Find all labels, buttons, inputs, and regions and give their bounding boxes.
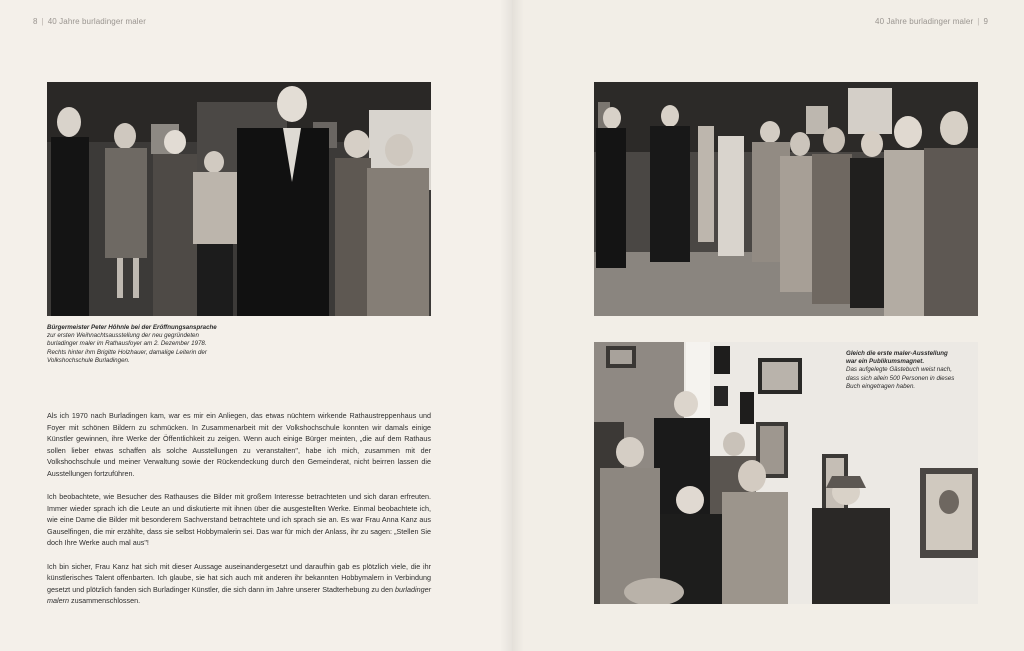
right-page — [512, 0, 1024, 651]
paragraph-italic: burladinger malern — [47, 584, 431, 605]
book-gutter — [500, 0, 524, 651]
page-number-right: 9 — [983, 17, 988, 26]
running-header-right: 40 Jahre burladinger maler | 9 — [875, 17, 988, 26]
running-title-right: 40 Jahre burladinger maler — [875, 17, 974, 26]
paragraph — [47, 561, 431, 607]
running-header-left: 8 | 40 Jahre burladinger maler — [33, 17, 146, 26]
caption-line: Buch eingetragen haben. — [846, 382, 916, 390]
caption-line: Das aufgelegte Gästebuch weist nach, — [846, 366, 952, 374]
photo-opening-speech-caption — [47, 324, 277, 365]
caption-title-line: Gleich die erste maler-Ausstellung — [846, 350, 948, 357]
caption-line: dass sich allein 500 Personen in dieses — [846, 374, 955, 382]
caption-title: Bürgermeister Peter Höhnle bei der Eröffnungsansprache — [47, 324, 217, 331]
photo-exhibition-crowd — [594, 82, 978, 316]
caption-line: zur ersten Weihnachtsausstellung der neu gegründeten — [47, 332, 199, 340]
caption-line: burladinger maler im Rathausfoyer am 2. Dezember 1978. — [47, 340, 207, 348]
caption-line: Rechts hinter ihm Brigitte Holzhauer, damalige Leiterin der — [47, 348, 207, 356]
caption-title-line: war ein Publikumsmagnet. — [846, 358, 925, 366]
paragraph: Als ich 1970 nach Burladingen kam, war es mir ein Anliegen, das etwas nüchtern wirkende Rathaustreppenhaus und Foyer mit schönen Bildern zu schmücken. In Zusammenarbeit mit der Volkshochschule konnten wir damals einige Künstler gewinnen, ihre Werke der Öffentlichkeit zu zeigen. Wenn auch einige Bürger meinten, „die auf dem Rathaus sollen lieber etwas schaffen als solche Ausstellungen zu veranstalten", habe ich mich, zusammen mit der Volkshochschule und meiner Verwaltung sowie der Rückendeckung durch den Gemeinderat, nicht beirren lassen die Ausstellungen fortzuführen. — [47, 411, 431, 478]
photo-gallery-caption — [846, 350, 980, 391]
paragraph: Ich beobachtete, wie Besucher des Rathauses die Bilder mit großem Interesse betrachteten und sich daran erfreuten. Immer wieder sprach ich die Leute an und diskutierte mit ihnen über die ausgestellten Werke. Einmal beobachtete ich, wie eine Dame die Bilder mit besonderem Sachverstand betrachtete und ich sprach sie an. Es war Frau Anna Kanz aus Gauselfingen, die mir erzählte, dass sie selbst Hobbymalerin sei. Das war für mich der Anlass, ihr zu sagen: „Stellen Sie doch Ihre Werke auch mal aus"! — [47, 492, 431, 547]
paragraph-text: zusammenschlossen. — [68, 596, 141, 605]
article-body — [47, 410, 431, 619]
paragraph-text: Ich bin sicher, Frau Kanz hat sich mit dieser Aussage auseinandergesetzt und daraufhin gab es plötzlich viele, die ihr künstlerisches Talent offenbarten. Ich glaube, sie hat sich auch mit anderen ihr bekannten Hobbymalern in Verbindung gesetzt und plötzlich fanden sich Burladinger Künstler, die sich dann im Jahre unserer Stadterhebung zu den — [47, 561, 431, 594]
photo-opening-speech — [47, 82, 431, 316]
page-number-left: 8 — [33, 17, 38, 26]
caption-line: Volkshochschule Burladingen. — [47, 356, 130, 364]
running-title-left: 40 Jahre burladinger maler — [47, 17, 146, 26]
